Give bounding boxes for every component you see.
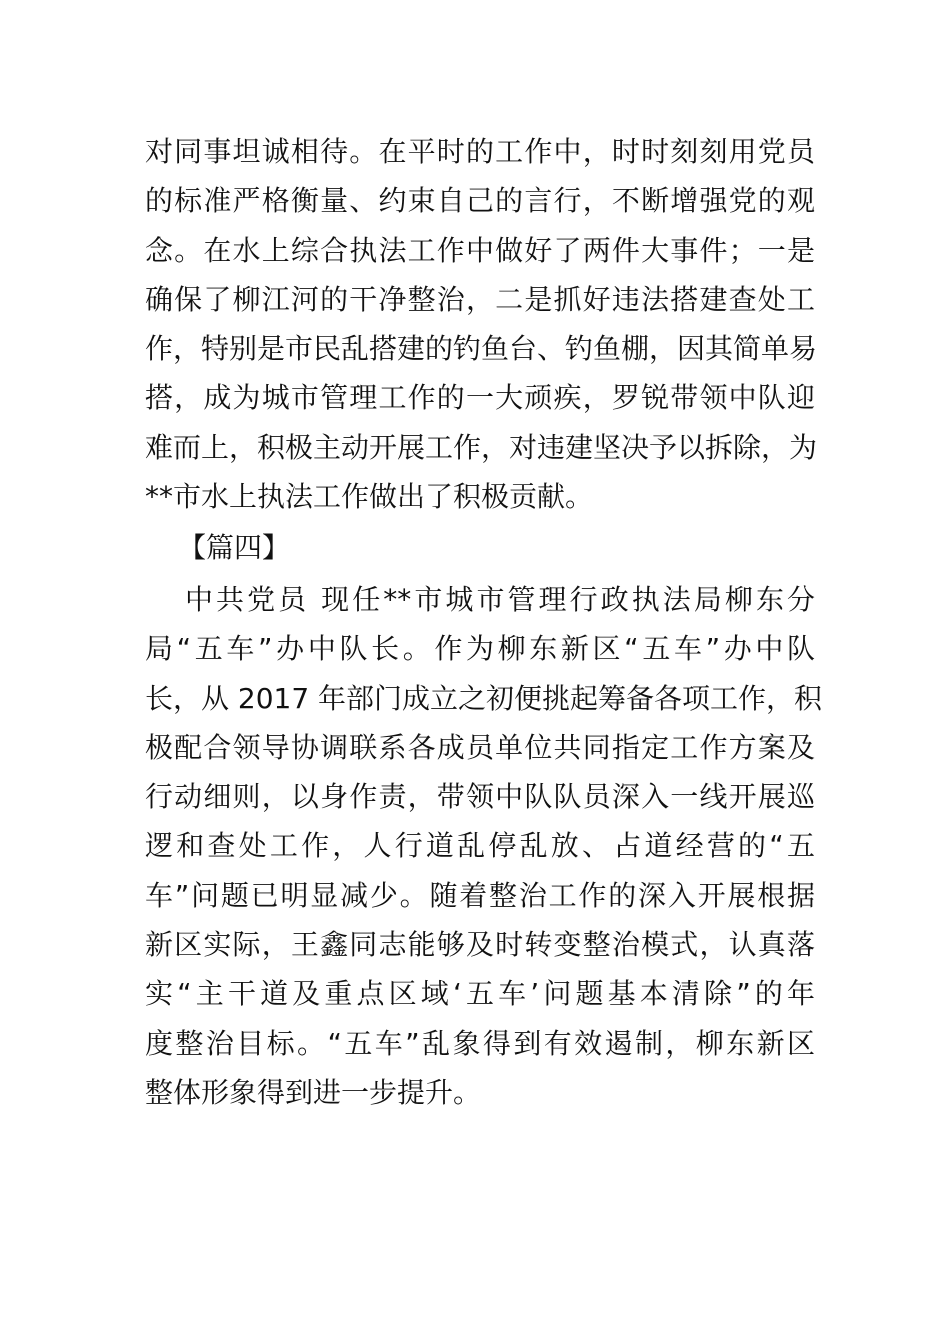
paragraph-line: 极配合领导协调联系各成员单位共同指定工作方案及 [145,730,815,764]
paragraph-line: 作，特别是市民乱搭建的钓鱼台、钓鱼棚，因其简单易 [145,332,818,366]
paragraph-line: 实“主干道及重点区域‘五车’问题基本清除”的年 [145,977,815,1011]
paragraph-line: 的标准严格衡量、约束自己的言行，不断增强党的观 [145,184,815,218]
paragraph-line: 搭，成为城市管理工作的一大顽疾，罗锐带领中队迎 [145,381,815,415]
paragraph-line: 整体形象得到进一步提升。 [145,1075,482,1109]
paragraph-line: 念。在水上综合执法工作中做好了两件大事件；一是 [145,233,815,267]
section-heading: 【篇四】 [178,531,291,564]
paragraph-line: 对同事坦诚相待。在平时的工作中，时时刻刻用党员 [145,135,815,168]
paragraph-line: 逻和查处工作，人行道乱停乱放、占道经营的“五 [145,829,815,863]
paragraph-line: 长，从 2017 年部门成立之初便挑起筹备各项工作，积 [145,681,823,715]
paragraph-line: 行动细则，以身作责，带领中队队员深入一线开展巡 [145,780,815,814]
paragraph-line: 新区实际，王鑫同志能够及时转变整治模式，认真落 [145,928,815,962]
paragraph-line: 度整治目标。“五车”乱象得到有效遏制，柳东新区 [145,1026,815,1060]
paragraph-line: **市水上执法工作做出了积极贡献。 [145,480,594,514]
paragraph-line: 确保了柳江河的干净整治，二是抓好违法搭建查处工 [145,282,815,316]
paragraph-line: 车”问题已明显减少。随着整治工作的深入开展根据 [145,878,815,912]
paragraph-line: 局“五车”办中队长。作为柳东新区“五车”办中队 [145,632,815,666]
paragraph-line: 中共党员 现任**市城市管理行政执法局柳东分 [185,583,815,616]
paragraph-2 [145,575,823,1117]
paragraph-1 [145,127,818,521]
paragraph-line: 难而上，积极主动开展工作，对违建坚决予以拆除，为 [145,430,818,464]
